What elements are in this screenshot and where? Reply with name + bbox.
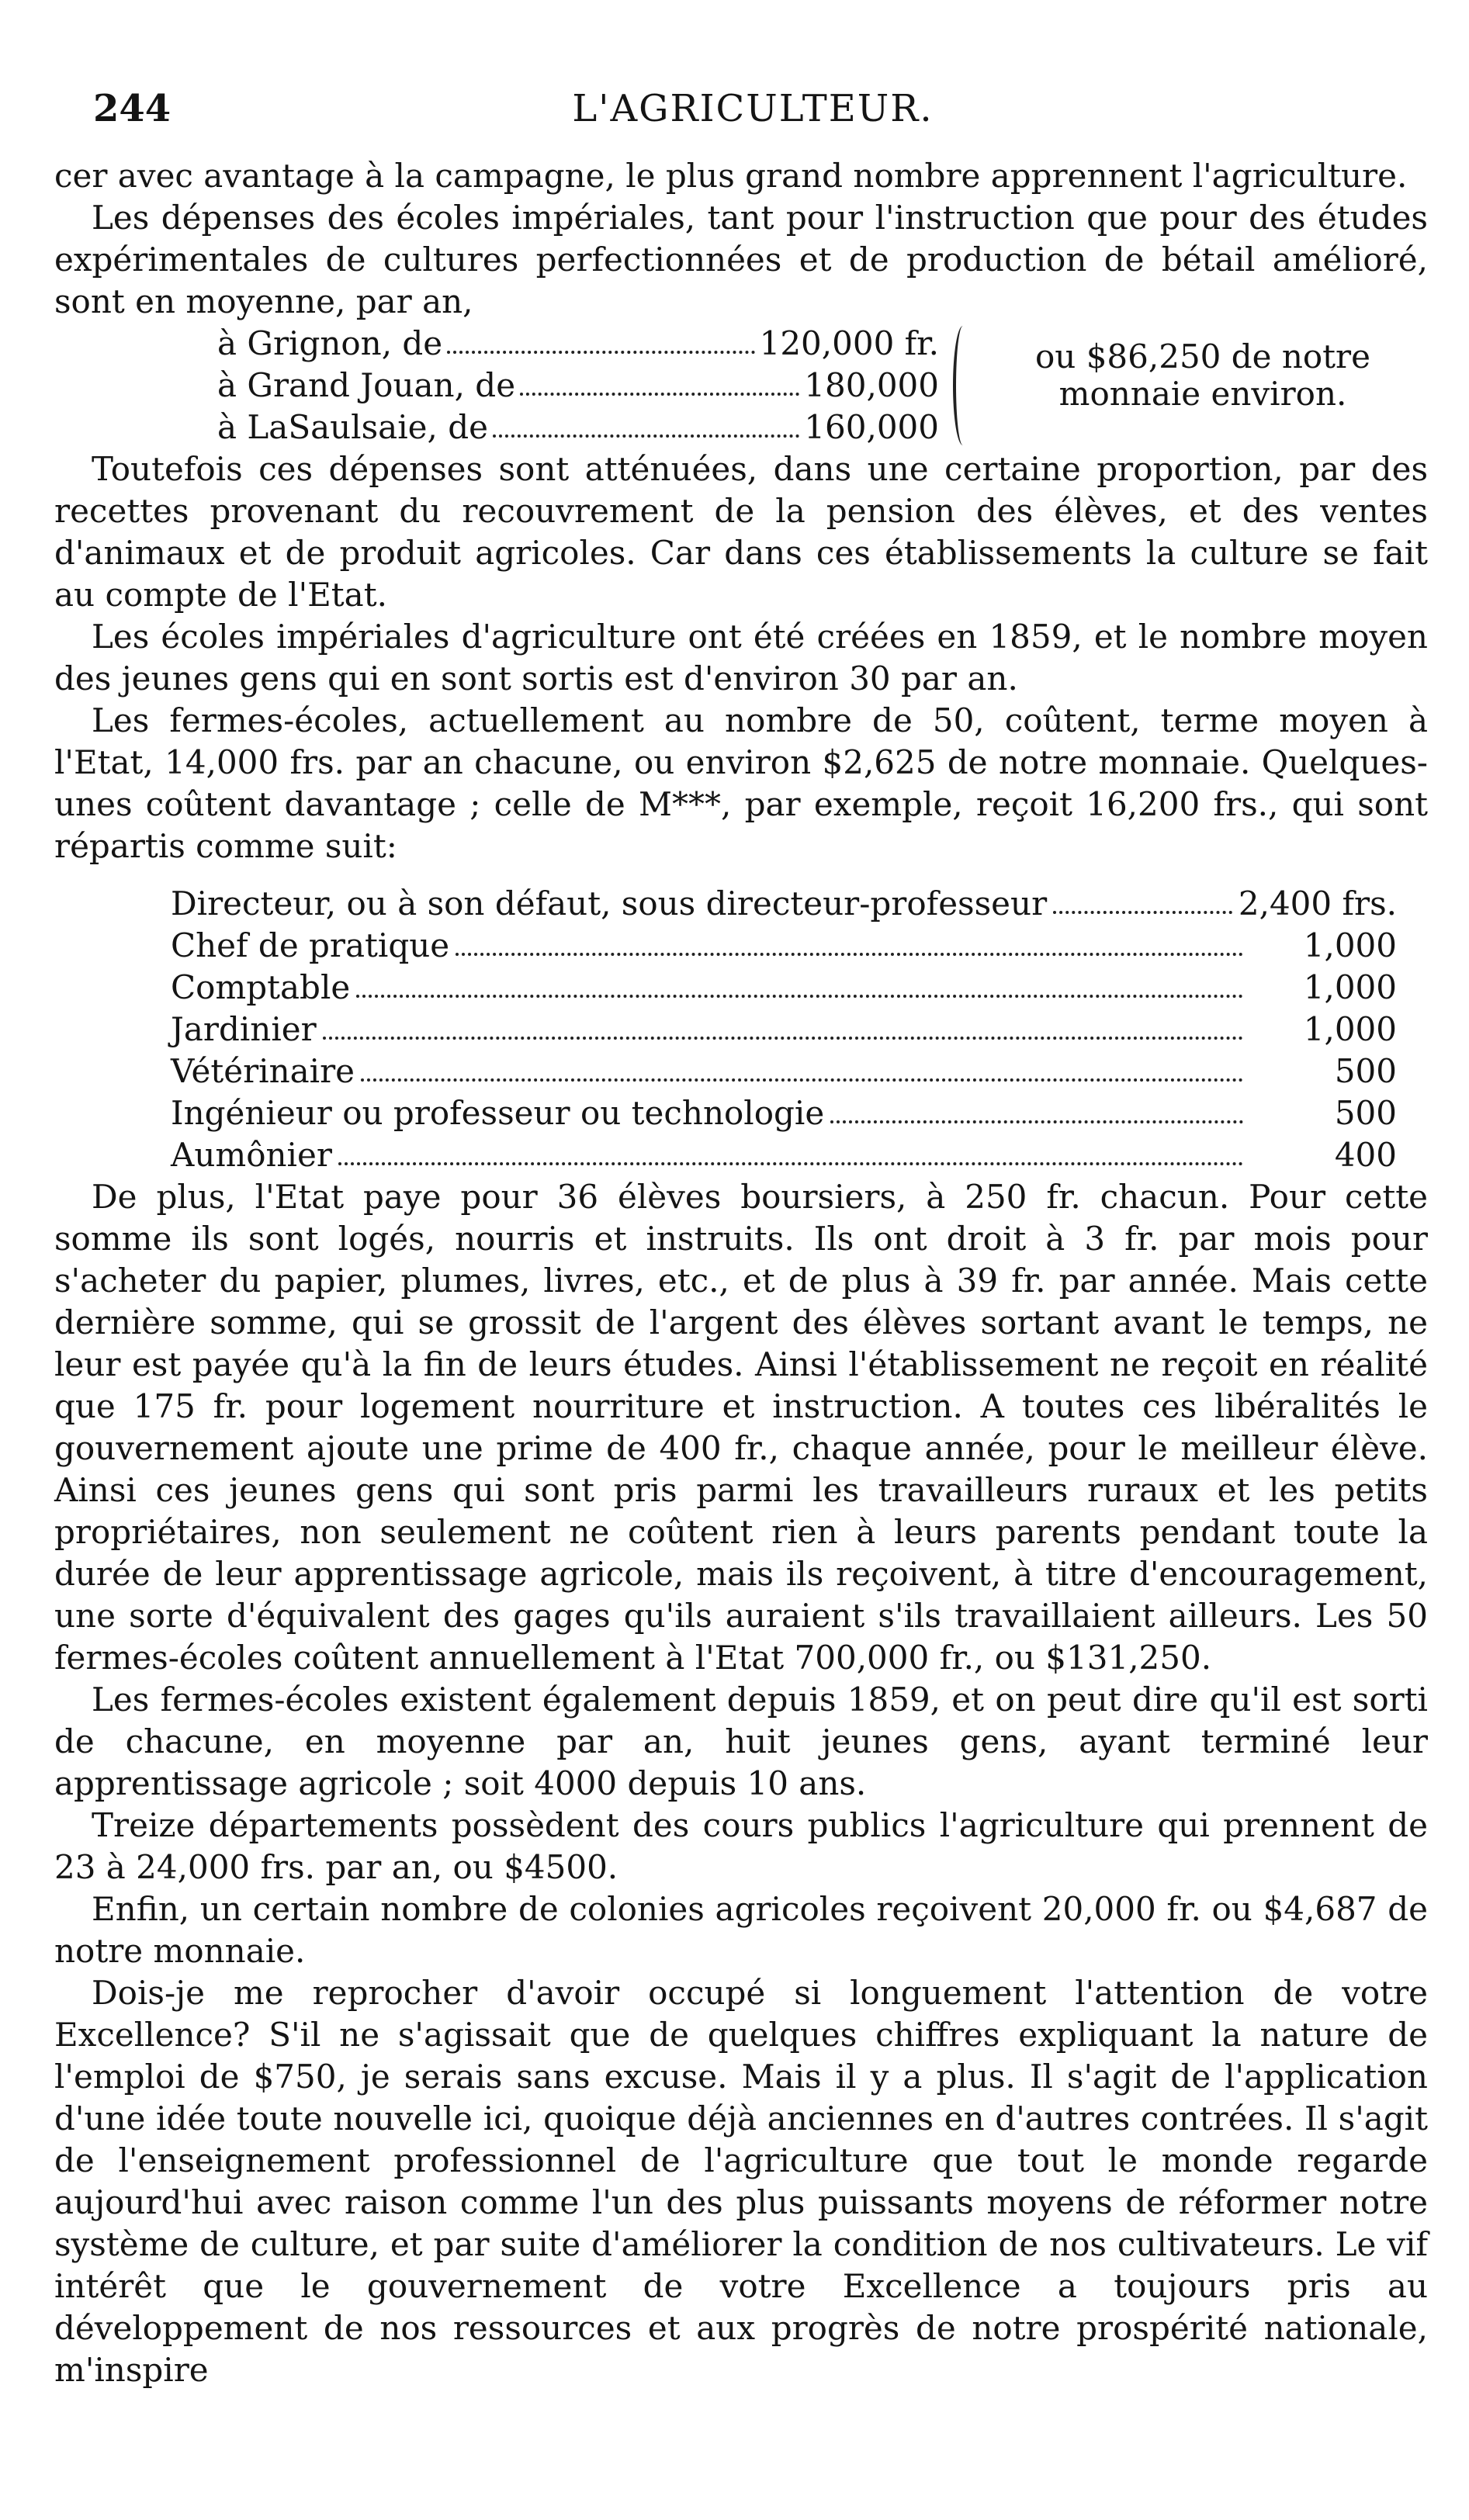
salary-row [171,1092,1397,1134]
salary-position: Vétérinaire [171,1052,355,1090]
paragraph: Les fermes-écoles, actuellement au nombre de 50, coûtent, terme moyen à l'Etat, 14,000 frs. par an chacune, ou environ $2,625 de notre monnaie. Quelques-unes coûtent davantage ; celle de M***, par exemple, reçoit 16,200 frs., qui sont répartis comme suit: [54,701,1428,865]
paragraph: Toutefois ces dépenses sont atténuées, dans une certaine proportion, par des recettes provenant du recouvrement de la pension des élèves, et des ventes d'animaux et de produit agricoles. Car dans ces établissements la culture se fait au compte de l'Etat. [54,450,1428,614]
salary-position: Jardinier [171,1010,317,1048]
salary-amount: 1,000 [1303,926,1397,964]
page-header [93,87,1412,133]
salary-position: Chef de pratique [171,926,450,964]
school-cost-amount: 160,000 [804,408,939,446]
school-cost-row [217,365,939,407]
salary-row [171,1134,1397,1176]
expenses-intro: Les dépenses des écoles impériales, tant pour l'instruction que pour des études expérimentales de cultures perfectionnées et de production de bétail amélioré, sont en moyenne, par an, [54,199,1428,320]
salary-position: Comptable [171,968,351,1006]
costs-equivalent: ou $86,250 de notre monnaie environ. [1035,338,1370,413]
dot-leader [356,995,1243,998]
paragraph: De plus, l'Etat paye pour 36 élèves boursiers, à 250 fr. chacun. Pour cette somme ils sont logés, nourris et instruits. Ils ont droit à 3 fr. par mois pour s'acheter du papier, plumes, livres, etc., et de plus à 39 fr. par année. Mais cette dernière somme, qui se grossit de l'argent des élèves sortant avant le temps, ne leur est payée qu'à la fin de leurs études. Ainsi l'établissement ne reçoit en réalité que 175 fr. pour logement nourriture et instruction. A toutes ces libéralités le gouvernement ajoute une prime de 400 fr., chaque année, pour le meilleur élève. Ainsi ces jeunes gens qui sont pris parmi les travailleurs ruraux et les petits propriétaires, non seulement ne coûtent rien à leurs parents pendant toute la durée de leur apprentissage agricole, mais ils reçoivent, à titre d'encouragement, une sorte d'équivalent des gages qu'ils auraient s'ils travaillaient ailleurs. Les 50 fermes-écoles coûtent annuellement à l'Etat 700,000 fr., ou $131,250. [54,1178,1428,1677]
paragraph: Treize départements possèdent des cours publics l'agriculture qui prennent de 23 à 24,000 frs. par an, ou $4500. [54,1806,1428,1886]
page-number: 244 [93,87,171,130]
school-costs-list [217,323,939,448]
salary-amount: 500 [1334,1094,1397,1132]
dot-leader [493,434,799,438]
dot-leader [520,393,799,396]
salary-amount: 1,000 [1303,1010,1397,1048]
dot-leader [361,1078,1243,1082]
opening-line: cer avec avantage à la campagne, le plus grand nombre apprennent l'agriculture. [54,157,1408,195]
salary-row [171,1009,1397,1051]
body-text [54,155,1428,2391]
school-name: à Grignon, de [217,324,443,362]
school-cost-row [217,407,939,448]
salary-row [171,925,1397,967]
salary-amount: 2,400 frs. [1238,884,1397,922]
curly-brace [953,326,978,445]
salary-amount: 500 [1334,1052,1397,1090]
school-cost-amount: 180,000 [804,366,939,404]
school-cost-row [217,323,939,365]
salary-row [171,967,1397,1009]
running-title: L'AGRICULTEUR. [572,87,934,130]
salary-position: Aumônier [171,1136,332,1174]
salary-row [171,883,1397,925]
paragraph: Les écoles impériales d'agriculture ont été créées en 1859, et le nombre moyen des jeunes gens qui en sont sortis est d'environ 30 par an. [54,618,1428,698]
dot-leader [1053,911,1232,914]
dot-leader [456,953,1243,956]
dot-leader [447,351,754,354]
salary-row [171,1051,1397,1092]
school-cost-amount: 120,000 fr. [759,324,939,362]
paragraph: Enfin, un certain nombre de colonies agricoles reçoivent 20,000 fr. ou $4,687 de notre monnaie. [54,1890,1428,1970]
paragraph: Dois-je me reprocher d'avoir occupé si longuement l'attention de votre Excellence? S'il ne s'agissait que de quelques chiffres expliquant la nature de l'emploi de $750, je serais sans excuse. Mais il y a plus. Il s'agit de l'application d'une idée toute nouvelle ici, quoique déjà anciennes en d'autres contrées. Il s'agit de l'enseignement professionnel de l'agriculture que tout le monde regarde aujourd'hui avec raison comme l'un des plus puissants moyens de réformer notre système de culture, et par suite d'améliorer la condition de nos cultivateurs. Le vif intérêt que le gouvernement de votre Excellence a toujours pris au développement de nos ressources et aux progrès de notre prospérité nationale, m'inspire [54,1974,1428,2389]
dot-leader [338,1162,1243,1165]
salary-position: Ingénieur ou professeur ou technologie [171,1094,825,1132]
dot-leader [323,1037,1243,1040]
salary-amount: 1,000 [1303,968,1397,1006]
school-name: à LaSaulsaie, de [217,408,488,446]
school-name: à Grand Jouan, de [217,366,516,404]
dot-leader [830,1120,1243,1123]
paragraph: Les fermes-écoles existent également depuis 1859, et on peut dire qu'il est sorti de chacune, en moyenne par an, huit jeunes gens, ayant terminé leur apprentissage agricole ; soit 4000 depuis 10 ans. [54,1681,1428,1802]
salary-amount: 400 [1334,1136,1397,1174]
school-costs-block [54,323,1428,448]
salary-table [171,883,1397,1176]
salary-position: Directeur, ou à son défaut, sous directeur-professeur [171,884,1048,922]
